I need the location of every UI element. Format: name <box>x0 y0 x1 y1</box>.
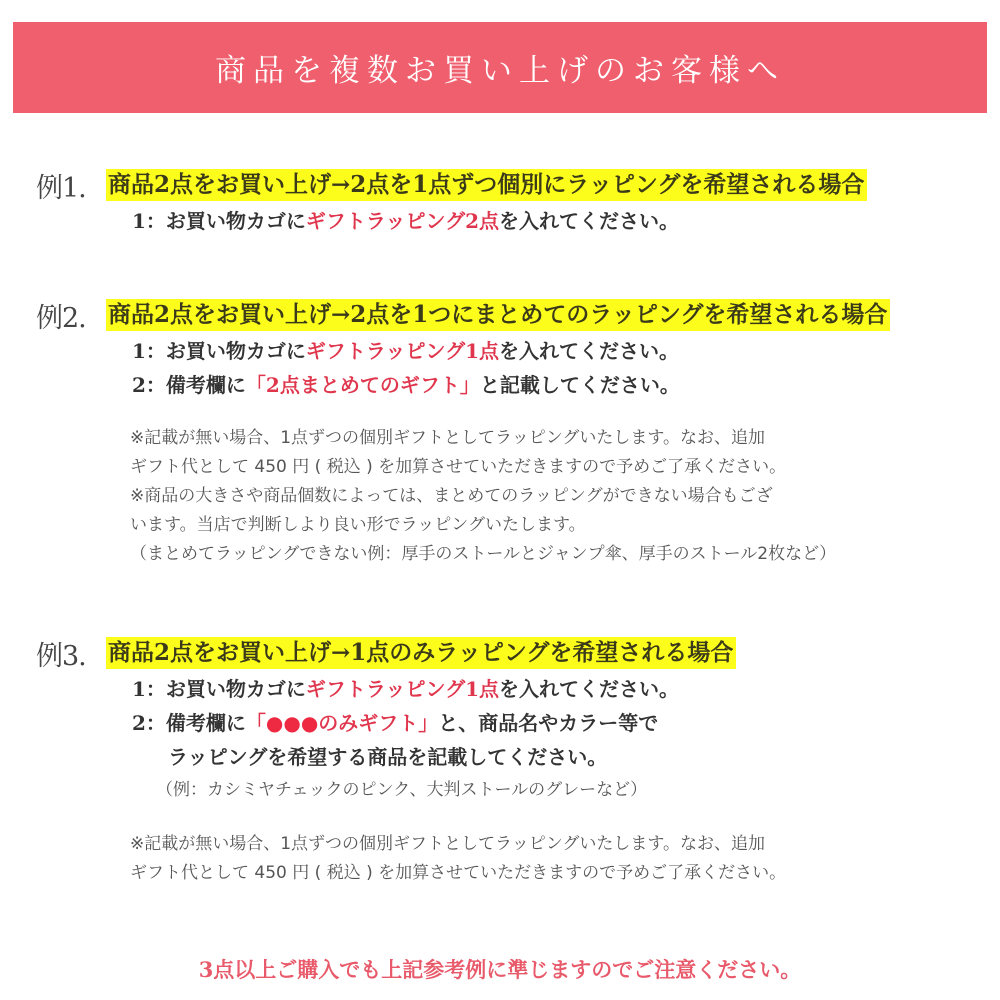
example-1-heading <box>36 168 867 202</box>
footer-caution: 3点以上ご購入でも上記参考例に準じますのでご注意ください。 <box>198 957 802 982</box>
example-3-heading <box>36 636 736 670</box>
note-line: （まとめてラッピングできない例：厚手のストールとジャンプ傘、厚手のストール2枚など） <box>130 544 837 564</box>
step-text: を入れてください。 <box>499 209 680 233</box>
example-3-example-note: （例：カシミヤチェックのピンク、大判ストールのグレーなど） <box>156 780 648 800</box>
step-text: 1：お買い物カゴに <box>132 209 306 233</box>
step-highlight: 「2点まとめてのギフト」 <box>245 373 480 397</box>
example-1-step-1 <box>132 208 679 234</box>
example-label: 例2. <box>36 302 86 334</box>
step-text: 1：お買い物カゴに <box>132 339 306 363</box>
example-title-highlight: 商品2点をお買い上げ→2点を1つにまとめてのラッピングを希望される場合 <box>106 299 890 331</box>
note-line: ※記載が無い場合、1点ずつの個別ギフトとしてラッピングいたします。なお、追加 <box>130 834 766 854</box>
example-3-step-2 <box>132 710 658 736</box>
note-line: ギフト代として 450 円 ( 税込 ) を加算させていただきますので予めご了承ください。 <box>130 457 787 477</box>
step-text: を入れてください。 <box>499 677 680 701</box>
step-highlight: ギフトラッピング1点 <box>305 677 500 701</box>
example-title-highlight: 商品2点をお買い上げ→1点のみラッピングを希望される場合 <box>106 637 736 669</box>
note-line: ※商品の大きさや商品個数によっては、まとめてのラッピングができない場合もござ <box>130 486 773 506</box>
example-3-step-1 <box>132 676 679 702</box>
example-2-step-2 <box>132 372 680 398</box>
placeholder-dots: ●●● <box>265 711 319 735</box>
step-text: を入れてください。 <box>499 339 680 363</box>
example-title-highlight: 商品2点をお買い上げ→2点を1点ずつ個別にラッピングを希望される場合 <box>106 169 867 201</box>
step-text: と、商品名やカラー等で <box>438 711 659 735</box>
step-text: と記載してください。 <box>479 373 680 397</box>
note-line: ギフト代として 450 円 ( 税込 ) を加算させていただきますので予めご了承ください。 <box>130 863 787 883</box>
example-2-heading <box>36 298 890 332</box>
step-highlight-open: 「 <box>245 711 266 735</box>
step-highlight: ギフトラッピング2点 <box>305 209 500 233</box>
note-line: ※記載が無い場合、1点ずつの個別ギフトとしてラッピングいたします。なお、追加 <box>130 428 766 448</box>
step-text: 2：備考欄に <box>132 711 246 735</box>
header-banner <box>13 22 987 113</box>
example-label: 例3. <box>36 640 86 672</box>
note-line: います。当店で判断しより良い形でラッピングいたします。 <box>130 515 586 535</box>
step-text: 2：備考欄に <box>132 373 246 397</box>
example-3-notes <box>130 830 786 888</box>
example-2-notes <box>130 424 836 569</box>
step-highlight-close: のみギフト」 <box>318 711 439 735</box>
example-label: 例1. <box>36 172 86 204</box>
example-3-step-2-continuation: ラッピングを希望する商品を記載してください。 <box>168 745 608 769</box>
step-text: 1：お買い物カゴに <box>132 677 306 701</box>
example-2-step-1 <box>132 338 679 364</box>
step-highlight: ギフトラッピング1点 <box>305 339 500 363</box>
page-title: 商品を複数お買い上げのお客様へ <box>215 53 785 89</box>
